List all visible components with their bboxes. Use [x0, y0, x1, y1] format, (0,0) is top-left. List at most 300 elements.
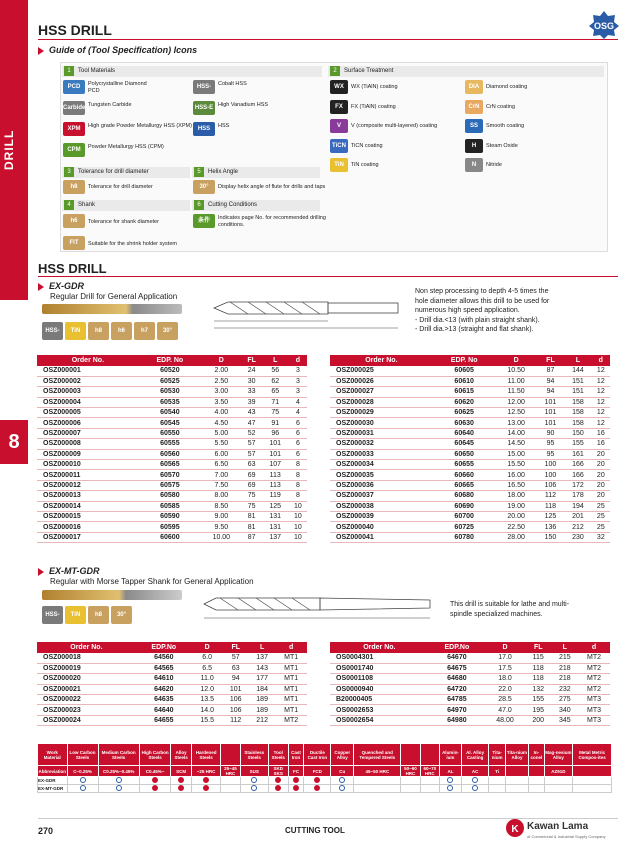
sidebar-top-band	[0, 0, 28, 300]
spec-cell: 218	[552, 663, 579, 673]
surface-label: V (composite multi-layered) coating	[351, 123, 438, 129]
table-row	[37, 480, 307, 490]
cutting-conditions-icon: 条件	[193, 214, 215, 228]
table-row	[37, 511, 307, 521]
edp-cell: 64560	[136, 653, 192, 663]
order-no-cell: OSZ000031	[330, 428, 433, 438]
spec-cell: 25	[592, 511, 610, 521]
spec-cell: 161	[564, 449, 591, 459]
spec-cell: 10	[289, 532, 307, 542]
tool-material-label: Tungsten Carbide	[88, 102, 132, 108]
suitability-cell	[420, 777, 439, 785]
table-row	[330, 397, 610, 407]
bullet-triangle-icon	[38, 283, 44, 291]
suitability-cell	[505, 777, 528, 785]
page-number: 270	[38, 826, 54, 836]
suitability-cell	[304, 785, 331, 793]
gdr-table-left	[37, 355, 307, 543]
spec-cell: 4.00	[201, 408, 242, 418]
best-suitable-icon	[203, 785, 209, 791]
osg-logo-icon	[588, 10, 620, 40]
spec-cell: 12	[592, 397, 610, 407]
spec-icon: TiN	[65, 322, 86, 340]
footer-section: CUTTING TOOL	[285, 826, 345, 835]
spec-cell: 212	[249, 715, 275, 725]
abbr-cell: 45~50 HRC	[354, 766, 401, 777]
spec-cell: 12	[592, 387, 610, 397]
material-header: Low Carbon Steels	[67, 744, 98, 766]
spec-cell: 106	[223, 695, 249, 705]
edp-cell: 60585	[139, 501, 201, 511]
material-header: Alumin-ium	[439, 744, 461, 766]
surface-label: CrN coating	[486, 103, 516, 110]
spec-cell: 69	[242, 470, 262, 480]
spec-cell: 2.50	[201, 376, 242, 386]
order-no-cell: OSZ000030	[330, 418, 433, 428]
edp-cell: 60645	[433, 439, 496, 449]
suitability-cell	[401, 777, 420, 785]
order-no-cell: OSZ000009	[37, 449, 139, 459]
edp-cell: 64610	[136, 674, 192, 684]
spec-cell: 75	[262, 408, 289, 418]
suitable-circle-icon	[339, 777, 345, 783]
table-row	[37, 522, 307, 532]
material-header: In-conel	[529, 744, 545, 766]
edp-cell: 60540	[139, 408, 201, 418]
edp-cell: 64680	[429, 674, 485, 684]
order-no-cell: OSZ000005	[37, 408, 139, 418]
abbr-cell: Ti	[489, 766, 506, 777]
spec-cell: 106	[223, 705, 249, 715]
abbr-row	[38, 766, 612, 777]
table-row	[330, 674, 610, 684]
edp-cell: 64640	[136, 705, 192, 715]
edp-cell: 60655	[433, 460, 496, 470]
suitable-circle-icon	[116, 777, 122, 783]
mt-drill-photo-icon	[42, 590, 182, 600]
column-header: Order No.	[330, 355, 433, 366]
spec-cell: 144	[564, 366, 591, 376]
best-suitable-icon	[314, 785, 320, 791]
spec-cell: 90	[537, 428, 564, 438]
order-no-cell: OSZ000011	[37, 470, 139, 480]
spec-icon: 30°	[157, 322, 178, 340]
abbr-cell	[505, 766, 528, 777]
suitability-cell	[544, 785, 573, 793]
spec-icon: h7	[134, 322, 155, 340]
edp-cell: 60520	[139, 366, 201, 376]
order-no-cell: OSZ000014	[37, 501, 139, 511]
tool-material-icon: PCD	[63, 80, 85, 94]
column-header: d	[289, 355, 307, 366]
suitability-cell	[573, 777, 612, 785]
spec-cell: 20	[592, 449, 610, 459]
surface-icon: TiCN	[330, 139, 348, 153]
material-row	[38, 785, 612, 793]
bullet-triangle-icon	[38, 568, 44, 576]
order-no-cell: OSZ000033	[330, 449, 433, 459]
abbr-label: Abbreviation	[38, 766, 68, 777]
spec-cell: 101	[262, 439, 289, 449]
order-no-cell: OSZ000007	[37, 428, 139, 438]
table-row	[37, 715, 307, 725]
spec-cell: 151	[564, 376, 591, 386]
gdr-note: Non step processing to depth 4-5 times the hole diameter allows this drill to be used for numerous high speed application. - Drill dia.<13 (with plain straight shank). - Drill dia.>13 (straight and flat shank).	[415, 288, 550, 333]
material-row	[38, 777, 612, 785]
section-rule	[38, 276, 618, 277]
abbr-cell: FCD	[304, 766, 331, 777]
edp-cell: 64970	[429, 705, 485, 715]
edp-cell: 64720	[429, 684, 485, 694]
abbr-cell: C0.25%~0.45%	[98, 766, 139, 777]
abbr-cell: 25~45 HRC	[221, 766, 240, 777]
suitability-cell	[505, 785, 528, 793]
suitable-circle-icon	[447, 785, 453, 791]
spec-cell: 20	[592, 470, 610, 480]
spec-icon: 30°	[111, 606, 132, 624]
suitable-circle-icon	[472, 777, 478, 783]
table-row	[37, 387, 307, 397]
best-suitable-icon	[293, 785, 299, 791]
order-no-cell: OSZ000006	[37, 418, 139, 428]
edp-cell: 60780	[433, 532, 496, 542]
table-row	[330, 428, 610, 438]
suitability-cell	[401, 785, 420, 793]
tool-material-icon: CPM	[63, 143, 85, 157]
mtgdr-table-right	[330, 642, 610, 726]
helix-label: Display helix angle of flute for drills and taps	[218, 184, 326, 190]
spec-icon: h6	[111, 322, 132, 340]
suitability-cell	[221, 785, 240, 793]
order-no-cell: OSZ000024	[37, 715, 136, 725]
order-no-cell: OSZ000029	[330, 408, 433, 418]
abbr-cell: SKD SKS	[268, 766, 288, 777]
spec-cell: 100	[537, 470, 564, 480]
column-header: D	[485, 642, 525, 653]
column-header: FL	[242, 355, 262, 366]
spec-cell: 13.00	[496, 418, 537, 428]
abbr-cell: 60~70 HRC	[420, 766, 439, 777]
spec-cell: 10	[289, 522, 307, 532]
spec-cell: 6.0	[192, 653, 223, 663]
edp-cell: 60545	[139, 418, 201, 428]
spec-cell: 10	[289, 511, 307, 521]
order-no-cell: OSZ000020	[37, 674, 136, 684]
spec-cell: 28.5	[485, 695, 525, 705]
spec-cell: 118	[525, 663, 552, 673]
suitable-circle-icon	[80, 777, 86, 783]
spec-cell: 94	[537, 376, 564, 386]
spec-cell: 8.50	[201, 501, 242, 511]
spec-cell: 12	[592, 376, 610, 386]
surface-label: TiCN coating	[351, 142, 383, 149]
best-suitable-icon	[275, 785, 281, 791]
table-row	[330, 695, 610, 705]
tool-material-label: Cobalt HSS	[218, 81, 247, 87]
guide-heading	[38, 45, 197, 55]
edp-cell: 60660	[433, 470, 496, 480]
order-no-cell: OSZ000021	[37, 684, 136, 694]
table-row	[37, 470, 307, 480]
best-suitable-icon	[275, 777, 281, 783]
order-no-cell: OS0000940	[330, 684, 429, 694]
spec-cell: 65	[262, 387, 289, 397]
spec-cell: 100	[537, 460, 564, 470]
suitability-cell	[268, 777, 288, 785]
suitability-cell	[67, 785, 98, 793]
edp-cell: 60535	[139, 397, 201, 407]
spec-cell: 17.5	[485, 663, 525, 673]
edp-cell: 64785	[429, 695, 485, 705]
abbr-cell	[529, 766, 545, 777]
bullet-triangle-icon	[38, 47, 44, 55]
spec-cell: 62	[262, 376, 289, 386]
suitability-cell	[240, 785, 268, 793]
spec-cell: 22.0	[485, 684, 525, 694]
order-no-cell: OS0004301	[330, 653, 429, 663]
surface-label: Nitride	[486, 162, 502, 168]
spec-cell: 32	[592, 532, 610, 542]
tool-material-icon: HSS	[193, 122, 215, 136]
spec-cell: 81	[242, 522, 262, 532]
surface-head: 2 Surface Treatment	[328, 66, 604, 77]
edp-cell: 60615	[433, 387, 496, 397]
spec-cell: 232	[552, 684, 579, 694]
spec-cell: MT3	[578, 705, 610, 715]
column-header: L	[249, 642, 275, 653]
suitability-cell	[139, 777, 171, 785]
table-row	[37, 695, 307, 705]
material-row-name: EX-MT-GDR	[38, 785, 68, 793]
table-row	[37, 418, 307, 428]
column-header: D	[192, 642, 223, 653]
spec-cell: 87	[537, 366, 564, 376]
spec-cell: MT2	[275, 715, 307, 725]
spec-cell: 57	[242, 439, 262, 449]
order-no-cell: OSZ000037	[330, 491, 433, 501]
suitability-cell	[439, 785, 461, 793]
material-header: Alloy Steels	[171, 744, 192, 766]
suitability-cell	[573, 785, 612, 793]
table-row	[37, 439, 307, 449]
abbr-cell: AL	[439, 766, 461, 777]
table-row	[330, 705, 610, 715]
spec-cell: 16.00	[496, 470, 537, 480]
spec-cell: 2.00	[201, 366, 242, 376]
page-title: HSS DRILL	[38, 22, 112, 38]
spec-cell: 95	[537, 449, 564, 459]
spec-cell: 115	[525, 653, 552, 663]
tool-material-label: High grade Powder Metallurgy HSS (XPM)	[88, 123, 192, 129]
spec-icon: HSS-Co	[42, 322, 63, 340]
spec-cell: MT1	[275, 663, 307, 673]
abbr-cell: 50~60 HRC	[401, 766, 420, 777]
material-header: Tita-nium	[489, 744, 506, 766]
spec-cell: 14.0	[192, 705, 223, 715]
suitability-cell	[171, 777, 192, 785]
table-row	[37, 408, 307, 418]
table-row	[37, 684, 307, 694]
spec-cell: 52	[242, 428, 262, 438]
table-row	[37, 705, 307, 715]
spec-cell: 14.00	[496, 428, 537, 438]
spec-cell: 158	[564, 408, 591, 418]
spec-cell: 8	[289, 460, 307, 470]
spec-cell: 101	[223, 684, 249, 694]
spec-cell: 25	[592, 522, 610, 532]
spec-cell: 200	[525, 715, 552, 725]
table-row	[37, 460, 307, 470]
edp-cell: 60610	[433, 376, 496, 386]
spec-cell: 30	[242, 376, 262, 386]
spec-cell: 158	[564, 397, 591, 407]
suitability-cell	[331, 785, 354, 793]
edp-cell: 60680	[433, 491, 496, 501]
spec-cell: 4	[289, 408, 307, 418]
kawan-lama-logo-icon	[505, 818, 525, 838]
surface-label: Diamond coating	[486, 84, 528, 90]
edp-cell: 64670	[429, 653, 485, 663]
spec-cell: 3	[289, 366, 307, 376]
order-no-cell: OS0001108	[330, 674, 429, 684]
table-row	[330, 418, 610, 428]
suitable-circle-icon	[447, 777, 453, 783]
svg-text:OSG: OSG	[593, 21, 615, 31]
spec-cell: 137	[249, 653, 275, 663]
spec-cell: 4.50	[201, 418, 242, 428]
spec-cell: 275	[552, 695, 579, 705]
spec-cell: 131	[262, 511, 289, 521]
material-header	[221, 744, 240, 766]
abbr-cell: AC	[461, 766, 488, 777]
spec-cell: 39	[242, 397, 262, 407]
spec-cell: 63	[223, 663, 249, 673]
table-row	[37, 376, 307, 386]
material-header: Copper Alloy	[331, 744, 354, 766]
spec-cell: 6	[289, 428, 307, 438]
spec-cell: 150	[564, 428, 591, 438]
edp-cell: 60620	[433, 397, 496, 407]
spec-cell: 87	[242, 532, 262, 542]
edp-cell: 64620	[136, 684, 192, 694]
spec-cell: 136	[537, 522, 564, 532]
spec-cell: 6.5	[192, 663, 223, 673]
surface-label: FX (TiAlN) coating	[351, 103, 396, 110]
order-no-cell: OS0002654	[330, 715, 429, 725]
abbr-cell: Cu	[331, 766, 354, 777]
edp-cell: 60525	[139, 376, 201, 386]
order-no-cell: OSZ000041	[330, 532, 433, 542]
spec-cell: 11.00	[496, 376, 537, 386]
spec-cell: 112	[223, 715, 249, 725]
material-header: Metal Metric Compos-ites	[573, 744, 612, 766]
best-suitable-icon	[152, 785, 158, 791]
edp-cell: 64980	[429, 715, 485, 725]
table-row	[330, 480, 610, 490]
spec-cell: 177	[249, 674, 275, 684]
spec-cell: 150	[537, 532, 564, 542]
table-row	[37, 674, 307, 684]
column-header: Order No.	[37, 642, 136, 653]
mt-drill-diagram-icon	[200, 584, 450, 624]
spec-cell: 11.50	[496, 387, 537, 397]
table-row	[330, 511, 610, 521]
suitability-cell	[240, 777, 268, 785]
suitability-cell	[191, 777, 220, 785]
material-header: Tool Steels	[268, 744, 288, 766]
svg-text:K: K	[511, 824, 519, 835]
abbr-cell: AZ91D	[544, 766, 573, 777]
gdr-code: EX-GDR	[38, 281, 84, 291]
table-row	[330, 387, 610, 397]
spec-cell: MT2	[578, 674, 610, 684]
spec-cell: 201	[564, 511, 591, 521]
order-no-cell: OSZ000019	[37, 663, 136, 673]
spec-cell: 8	[289, 470, 307, 480]
spec-cell: 112	[537, 491, 564, 501]
table-row	[37, 532, 307, 542]
spec-cell: 125	[537, 511, 564, 521]
edp-cell: 60665	[433, 480, 496, 490]
table-row	[330, 522, 610, 532]
spec-cell: 132	[525, 684, 552, 694]
order-no-cell: OSZ000003	[37, 387, 139, 397]
spec-cell: 95	[537, 439, 564, 449]
spec-cell: 94	[223, 674, 249, 684]
column-header: EDP.No	[429, 642, 485, 653]
order-no-cell: OSZ000040	[330, 522, 433, 532]
best-suitable-icon	[152, 777, 158, 783]
spec-cell: 8	[289, 491, 307, 501]
material-header: Stainless Steels	[240, 744, 268, 766]
suitability-cell	[191, 785, 220, 793]
order-no-cell: OSZ000035	[330, 470, 433, 480]
spec-cell: 6	[289, 449, 307, 459]
column-header: FL	[525, 642, 552, 653]
spec-cell: 75	[242, 501, 262, 511]
edp-cell: 60530	[139, 387, 201, 397]
suitability-cell	[489, 777, 506, 785]
suitability-cell	[171, 785, 192, 793]
edp-cell: 60700	[433, 511, 496, 521]
order-no-cell: OSZ000002	[37, 376, 139, 386]
order-no-cell: OSZ000004	[37, 397, 139, 407]
abbr-cell: C~0.25%	[67, 766, 98, 777]
column-header: L	[564, 355, 591, 366]
suitability-cell	[461, 777, 488, 785]
material-row-name: EX-GDR	[38, 777, 68, 785]
table-row	[37, 397, 307, 407]
suitability-cell	[420, 785, 439, 793]
order-no-cell: OSZ000028	[330, 397, 433, 407]
material-header: Ductile Cast Iron	[304, 744, 331, 766]
edp-cell: 60565	[139, 460, 201, 470]
spec-cell: 107	[262, 460, 289, 470]
spec-cell: MT1	[275, 653, 307, 663]
tool-material-icon: HSS-E	[193, 101, 215, 115]
suitability-cell	[354, 785, 401, 793]
spec-cell: 131	[262, 522, 289, 532]
spec-cell: 155	[525, 695, 552, 705]
order-no-cell: OSZ000017	[37, 532, 139, 542]
table-header-row	[37, 355, 307, 366]
edp-cell: 60605	[433, 366, 496, 376]
suitability-cell	[268, 785, 288, 793]
suitability-cell	[439, 777, 461, 785]
spec-cell: 6	[289, 439, 307, 449]
spec-cell: 340	[552, 705, 579, 715]
material-header: Al. Alloy Casting	[461, 744, 488, 766]
